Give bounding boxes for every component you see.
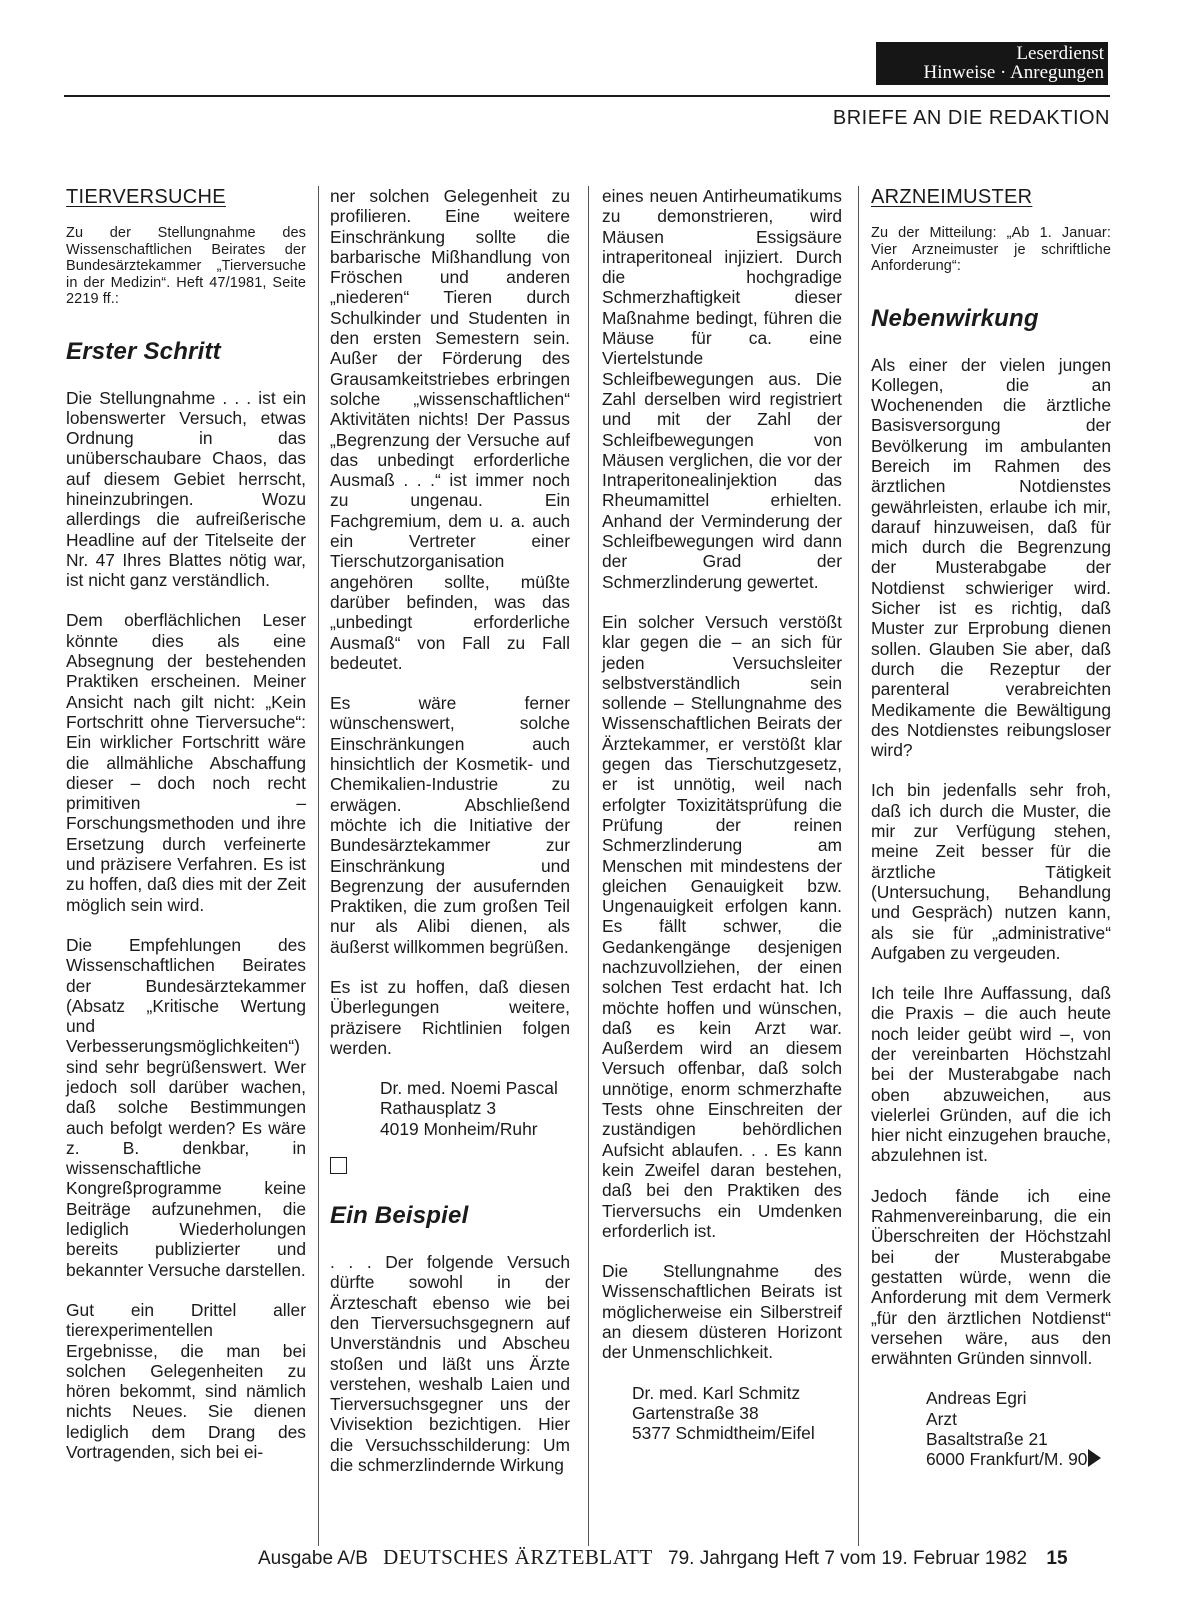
section-label: BRIEFE AN DIE REDAKTION bbox=[832, 107, 1110, 129]
end-of-letter-box bbox=[330, 1157, 347, 1174]
badge-line-1: Leserdienst bbox=[1016, 43, 1104, 64]
page-number: 15 bbox=[1046, 1548, 1068, 1569]
letter-headline: Nebenwirkung bbox=[871, 304, 1039, 332]
header-rule bbox=[64, 95, 1110, 97]
column-divider bbox=[588, 186, 589, 1546]
footer-edition: Ausgabe A/B bbox=[258, 1548, 368, 1569]
column-3 bbox=[602, 186, 842, 1444]
paragraph: Ich bin jedenfalls sehr froh, daß ich durch die Muster, die mir zur Verfügung stehen, meine Zeit besser für die ärztliche Tätigkeit (Untersuchung, Behandlung und Gespräch) nutzen kann, als sie für „administrative“ Aufgaben zu vergeuden. bbox=[871, 780, 1111, 963]
author-street: Rathausplatz 3 bbox=[380, 1098, 497, 1119]
reference-intro: Zu der Mitteilung: „Ab 1. Januar: Vier Arzneimuster je schriftliche Anforderung“: bbox=[871, 225, 1111, 274]
author-street: Basaltstraße 21 bbox=[926, 1429, 1048, 1450]
author-name: Andreas Egri bbox=[926, 1388, 1027, 1409]
column-divider bbox=[858, 186, 859, 1546]
topic-heading: ARZNEIMUSTER bbox=[871, 186, 1033, 208]
paragraph: Als einer der vielen jungen Kollegen, die an Wochenenden die ärztliche Basisversorgung der Bevölkerung im ambulanten Bereich im Rahmen des ärztlichen Notdienstes gewährleisten, erlaube ich mir, darauf hinzuweisen, daß für mich durch die Begrenzung der Musterabgabe der Notdienst schwieriger wird. Sicher ist es richtig, daß Muster zur Erprobung dienen sollen. Glauben Sie aber, daß durch die Rezeptur der parenteral verabreichten Medikamente die Bewältigung des Notdienstes reibungsloser wird? bbox=[871, 354, 1111, 761]
letter-headline: Ein Beispiel bbox=[330, 1202, 469, 1230]
topic-heading: TIERVERSUCHE bbox=[66, 186, 226, 208]
author-name: Dr. med. Noemi Pascal bbox=[380, 1078, 558, 1099]
paragraph: Die Stellungnahme des Wissenschaftlichen Beirats ist möglicherweise ein Silberstreif an diesem düsteren Horizont der Unmenschlichkeit. bbox=[602, 1261, 842, 1363]
badge-line-2: Hinweise · Anregungen bbox=[923, 62, 1104, 83]
author-city: 6000 Frankfurt/M. 90 bbox=[926, 1449, 1088, 1470]
paragraph: ner solchen Gelegenheit zu profilieren. Eine weitere Einschränkung sollte die barbarische Mißhandlung von Fröschen und anderen „niederen“ Tieren durch Schulkinder und Studenten in den ersten Semestern sein. Außer der Förderung des Grausamkeitstriebes erbringen solche „wissenschaftlichen“ Aktivitäten nichts! Der Passus „Begrenzung der Versuche auf das unbedingt erforderliche Ausmaß . . .“ ist immer noch zu ungenau. Ein Fachgremium, dem u. a. auch ein Vertreter einer Tierschutzorganisation angehören sollte, müßte darüber befinden, was das „unbedingt erforderliche Ausmaß“ von Fall zu Fall bedeutet. bbox=[330, 186, 570, 673]
author-city: 4019 Monheim/Ruhr bbox=[380, 1118, 538, 1139]
paragraph: Es ist zu hoffen, daß diesen Überlegungen weitere, präzisere Richtlinien folgen werden. bbox=[330, 976, 570, 1058]
footer-issue: 79. Jahrgang Heft 7 vom 19. Februar 1982 bbox=[668, 1548, 1028, 1569]
author-city: 5377 Schmidtheim/Eifel bbox=[632, 1423, 815, 1444]
column-divider bbox=[318, 186, 319, 1546]
paragraph: Ich teile Ihre Auffassung, daß die Praxis – die auch heute noch leider geübt wird –, von der vereinbarten Höchstzahl bei der Musterabgabe nach oben abzuweichen, aus vielerlei Gründen, auf die ich hier nicht einzugehen brauche, abzulehnen ist. bbox=[871, 983, 1111, 1166]
footer-journal: DEUTSCHES ÄRZTEBLATT bbox=[383, 1545, 653, 1569]
paragraph: Gut ein Drittel aller tierexperimentellen Ergebnisse, die man bei solchen Gelegenheiten zu hören bekommt, sind nämlich nichts Neues. Sie dienen lediglich dem Drang des Vortragenden, sich bei ei- bbox=[66, 1299, 306, 1463]
author-signature bbox=[871, 1388, 1111, 1469]
author-signature bbox=[330, 1078, 570, 1139]
paragraph: Es wäre ferner wünschenswert, solche Einschränkungen auch hinsichtlich der Kosmetik- und Chemikalien-Industrie zu erwägen. Abschließend möchte ich die Initiative der Bundesärztekammer zur Einschränkung und Begrenzung der ausufernden Praktiken, die zum großen Teil nur als Alibi dienen, als äußerst willkommen begrüßen. bbox=[330, 693, 570, 957]
column-2 bbox=[330, 186, 570, 1495]
paragraph: Jedoch fände ich eine Rahmenvereinbarung, die ein Überschreiten der Höchstzahl bei der Musterabgabe gestatten würde, wenn die Anforderung mit dem Vermerk „für den ärztlichen Notdienst“ versehen wäre, aus den erwähnten Gründen sinnvoll. bbox=[871, 1185, 1111, 1369]
column-4 bbox=[871, 186, 1111, 1470]
paragraph: Dem oberflächlichen Leser könnte dies als eine Absegnung der bestehenden Praktiken erscheinen. Meiner Ansicht nach gilt nicht: „Kein Fortschritt ohne Tierversuche“: Ein wirklicher Fortschritt wäre die allmähliche Abschaffung dieser – doch noch recht primitiven – Forschungsmethoden und ihre Ersetzung durch verfeinerte und präzisere Verfahren. Es ist zu hoffen, daß dies mit der Zeit möglich sein wird. bbox=[66, 610, 306, 915]
paragraph: . . . Der folgende Versuch dürfte sowohl in der Ärzteschaft ebenso wie bei den Tierversuchsgegnern auf Unverständnis und Abscheu stoßen und läßt uns Ärzte verstehen, weshalb Laien und Tierversuchsgegner uns der Vivisektion bezichtigen. Hier die Versuchsschilderung: Um die schmerzlindernde Wirkung bbox=[330, 1252, 570, 1476]
author-signature bbox=[602, 1383, 842, 1444]
reference-intro: Zu der Stellungnahme des Wissenschaftlichen Beirates der Bundesärztekammer „Tierversuche in der Medizin“. Heft 47/1981, Seite 2219 ff.: bbox=[66, 225, 306, 307]
author-name: Dr. med. Karl Schmitz bbox=[632, 1382, 801, 1403]
paragraph: Die Stellungnahme . . . ist ein lobenswerter Versuch, etwas Ordnung in das unüberschaubare Chaos, das auf diesem Gebiet herrscht, hineinzubringen. Wozu allerdings die aufreißerische Headline auf der Titelseite der Nr. 47 Ihres Blattes nötig war, ist nicht ganz verständlich. bbox=[66, 387, 306, 591]
paragraph: Die Empfehlungen des Wissenschaftlichen Beirates der Bundesärztekammer (Absatz „Kritische Wertung und Verbesserungsmöglichkeiten“) sind sehr begrüßenswert. Wer jedoch soll darüber wachen, daß solche Bestimmungen auch befolgt werden? Es wäre z. B. denkbar, in wissenschaftliche Kongreßprogramme keine Beiträge aufzunehmen, die lediglich Wiederholungen bereits publizierter und bekannter Versuche darstellen. bbox=[66, 934, 306, 1280]
paragraph: Ein solcher Versuch verstößt klar gegen die – an sich für jeden Versuchsleiter selbstverständlich sein sollende – Stellungnahme des Wissenschaftlichen Beirats der Ärztekammer, er verstößt klar gegen das Tierschutzgesetz, er ist unnötig, weil nach erfolgter Toxizitätsprüfung die Prüfung der reinen Schmerzlinderung am Menschen mit mindestens der gleichen Genauigkeit bzw. Ungenauigkeit erfolgen kann. Es fällt schwer, die Gedankengänge desjenigen nachzuvollziehen, der einen solchen Test erdacht hat. Ich möchte hoffen und wünschen, daß es kein Arzt war. Außerdem wird an diesem Versuch offenbar, daß solch unnötige, enorm schmerzhafte Tests ohne Einschreiten der zuständigen behördlichen Aufsicht ablaufen. . . Es kann kein Zweifel daran bestehen, daß bei den Praktiken des Tierversuchs ein Umdenken erforderlich ist. bbox=[602, 611, 842, 1241]
author-title: Arzt bbox=[926, 1408, 957, 1429]
column-1 bbox=[66, 186, 306, 1482]
paragraph: eines neuen Antirheumatikums zu demonstrieren, wird Mäusen Essigsäure intraperitoneal injiziert. Durch die hochgradige Schmerzhaftigkeit dieser Maßnahme bedingt, führen die Mäuse für ca. eine Viertelstunde Schleifbewegungen aus. Die Zahl derselben wird registriert und mit der Zahl der Schleifbewegungen von Mäusen verglichen, die vor der Intraperitonealinjektion das Rheumamittel erhielten. Anhand der Verminderung der Schleifbewegungen wird dann der Grad der Schmerzlinderung gewertet. bbox=[602, 186, 842, 592]
author-street: Gartenstraße 38 bbox=[632, 1402, 759, 1423]
section-badge bbox=[876, 42, 1108, 85]
letter-headline: Erster Schritt bbox=[66, 337, 221, 365]
page-footer bbox=[258, 1545, 1068, 1570]
continue-arrow-icon bbox=[1088, 1449, 1101, 1467]
